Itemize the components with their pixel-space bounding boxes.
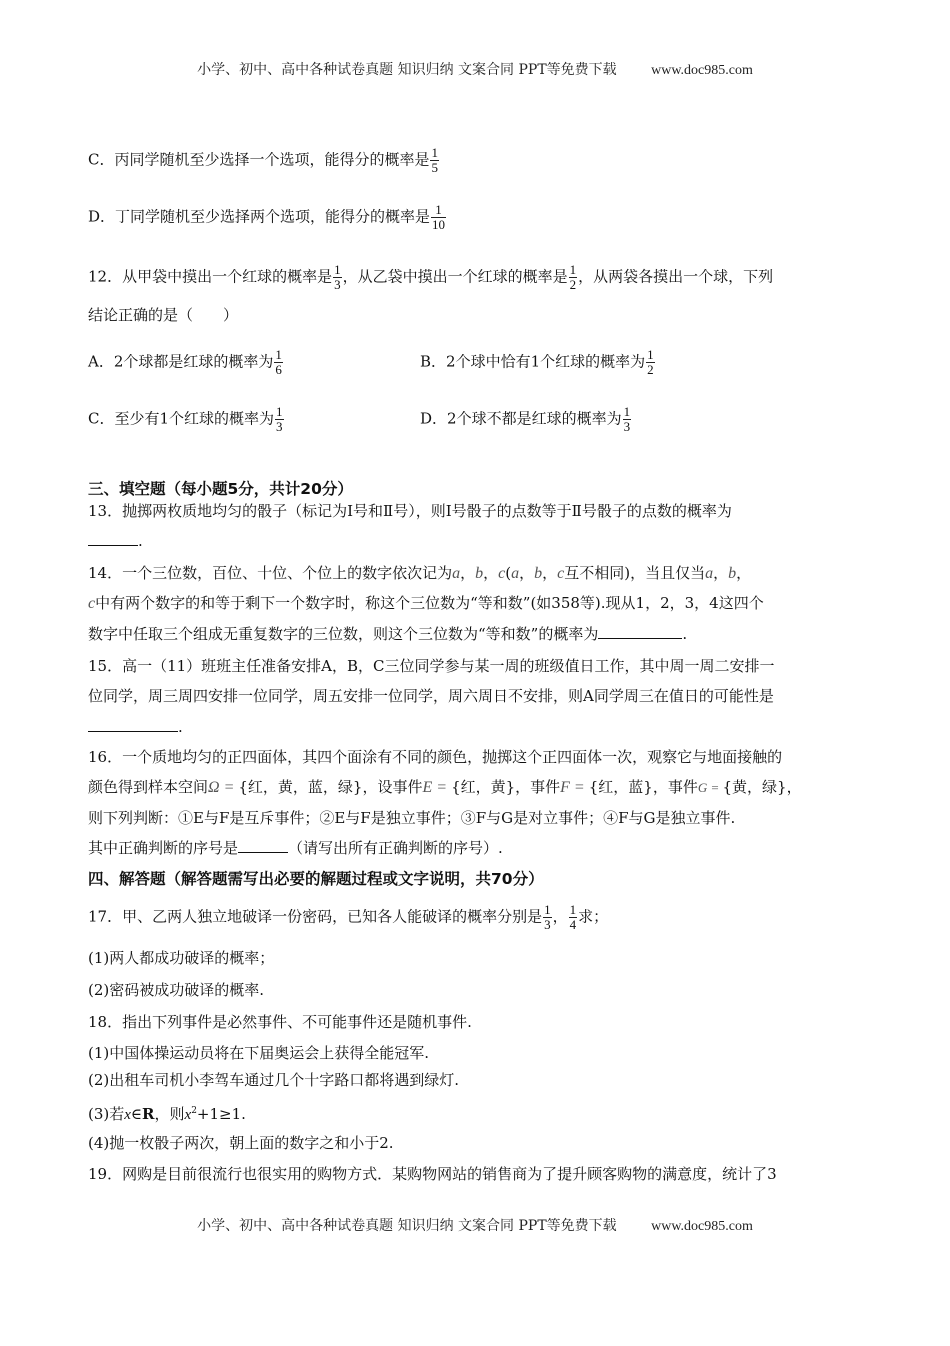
- q14-line1: 14．一个三位数，百位、十位、个位上的数字依次记为a，b，c(a，b，c互不相同)，当且仅当a，b，: [88, 564, 752, 582]
- q12-option-a-text: A．2个球都是红球的概率为: [88, 352, 274, 371]
- section-3-title: 三、填空题（每小题5分，共计20分）: [88, 480, 353, 498]
- q11-option-c: [88, 146, 440, 175]
- q18-stem: 18．指出下列事件是必然事件、不可能事件还是随机事件.: [88, 1013, 472, 1031]
- q11-option-d-text: D．丁同学随机至少选择两个选项，能得分的概率是: [88, 207, 431, 226]
- q14-line2: c中有两个数字的和等于剩下一个数字时，称这个三位数为“等和数”(如358等).现从1，2，3，4这四个: [88, 594, 764, 612]
- footer-url[interactable]: www.doc985.com: [651, 1219, 753, 1234]
- q18-sub4: (4)抛一枚骰子两次，朝上面的数字之和小于2.: [88, 1134, 394, 1152]
- q18-sub2: (2)出租车司机小李驾车通过几个十字路口都将遇到绿灯.: [88, 1071, 460, 1089]
- q12-text: ，从乙袋中摸出一个红球的概率是: [342, 267, 568, 286]
- q16-line4: 其中正确判断的序号是 （请写出所有正确判断的序号）.: [88, 839, 503, 857]
- q17-sub1: (1)两人都成功破译的概率；: [88, 949, 275, 967]
- q15-line3: .: [88, 717, 183, 737]
- q18-sub1: (1)中国体操运动员将在下届奥运会上获得全能冠军.: [88, 1044, 430, 1062]
- q12-option-c-text: C．至少有1个红球的概率为: [88, 409, 275, 428]
- footer-text: 小学、初中、高中各种试卷真题 知识归纳 文案合同 PPT等免费下载: [197, 1218, 617, 1234]
- page-footer: [0, 1215, 950, 1235]
- page-header: [0, 59, 950, 79]
- header-text: 小学、初中、高中各种试卷真题 知识归纳 文案合同 PPT等免费下载: [197, 62, 617, 78]
- q12-option-b-text: B．2个球中恰有1个红球的概率为: [420, 352, 646, 371]
- q17-sub2: (2)密码被成功破译的概率.: [88, 981, 265, 999]
- q16-line3: 则下列判断：①E与F是互斥事件；②E与F是独立事件；③F与G是对立事件；④F与G是独立事件.: [88, 809, 736, 827]
- fraction: $\frac{1}{2}$: [647, 347, 654, 377]
- q12-option-c: [88, 405, 285, 434]
- fraction: $\frac{1}{2}$: [569, 262, 577, 292]
- q15-line2: 位同学，周三周四安排一位同学，周五安排一位同学，周六周日不安排，则A同学周三在值日的可能性是: [88, 687, 774, 705]
- fraction: $\frac{1}{5}$: [431, 145, 438, 175]
- section-4-title: 四、解答题（解答题需写出必要的解题过程或文字说明，共70分）: [88, 870, 544, 888]
- q12-text: ，从两袋各摸出一个球，下列: [578, 267, 774, 286]
- header-url[interactable]: www.doc985.com: [651, 63, 753, 78]
- fraction: $\frac{1}{4}$: [569, 902, 577, 932]
- q15-line1: 15．高一（11）班班主任准备安排A，B，C三位同学参与某一周的班级值日工作，其中周一周二安排一: [88, 657, 775, 675]
- q16-line2: 颜色得到样本空间Ω = {红，黄，蓝，绿}，设事件E = {红，黄}，事件F = {红，蓝}，事件G = {黄，绿}，: [88, 778, 802, 796]
- fraction: $\frac{1}{10}$: [432, 202, 446, 232]
- q11-option-c-text: C．丙同学随机至少选择一个选项，能得分的概率是: [88, 150, 430, 169]
- fraction: $\frac{1}{6}$: [275, 347, 282, 377]
- fraction: $\frac{1}{3}$: [544, 902, 551, 932]
- answer-blank[interactable]: [598, 624, 682, 639]
- fraction: $\frac{1}{3}$: [276, 404, 283, 434]
- q12-option-b: [420, 348, 656, 377]
- answer-blank[interactable]: [238, 838, 288, 853]
- q18-sub3: (3)若x∈R，则$x^2+1\ge 1$.: [88, 1105, 246, 1123]
- q12-text: 12．从甲袋中摸出一个红球的概率是: [88, 267, 333, 286]
- q12-stem-line2: 结论正确的是（ ）: [88, 306, 239, 324]
- q14-line3: 数字中任取三个组成无重复数字的三位数，则这个三位数为“等和数”的概率为 .: [88, 625, 688, 643]
- q11-option-d: [88, 203, 447, 232]
- q13-line1: 13．抛掷两枚质地均匀的骰子（标记为Ⅰ号和Ⅱ号），则Ⅰ号骰子的点数等于Ⅱ号骰子的点数的概率为: [88, 502, 732, 520]
- q12-option-d-text: D．2个球不都是红球的概率为: [420, 409, 622, 428]
- fraction: $\frac{1}{3}$: [623, 404, 631, 434]
- fraction: $\frac{1}{3}$: [334, 262, 341, 292]
- answer-blank[interactable]: [88, 717, 178, 732]
- q17-stem: 17．甲、乙两人独立地破译一份密码，已知各人能破译的概率分别是 $\frac{1}{3}$ ， $\frac{1}{4}$ 求；: [88, 902, 609, 932]
- q19-stem: 19．网购是目前很流行也很实用的购物方式．某购物网站的销售商为了提升顾客购物的满意度，统计了3: [88, 1165, 777, 1183]
- q12-option-d: [420, 405, 632, 434]
- q13-line2: .: [88, 531, 143, 551]
- q16-line1: 16．一个质地均匀的正四面体，其四个面涂有不同的颜色，抛掷这个正四面体一次，观察它与地面接触的: [88, 748, 783, 766]
- q12-stem: [88, 263, 773, 292]
- q12-option-a: [88, 348, 284, 377]
- answer-blank[interactable]: [88, 531, 138, 546]
